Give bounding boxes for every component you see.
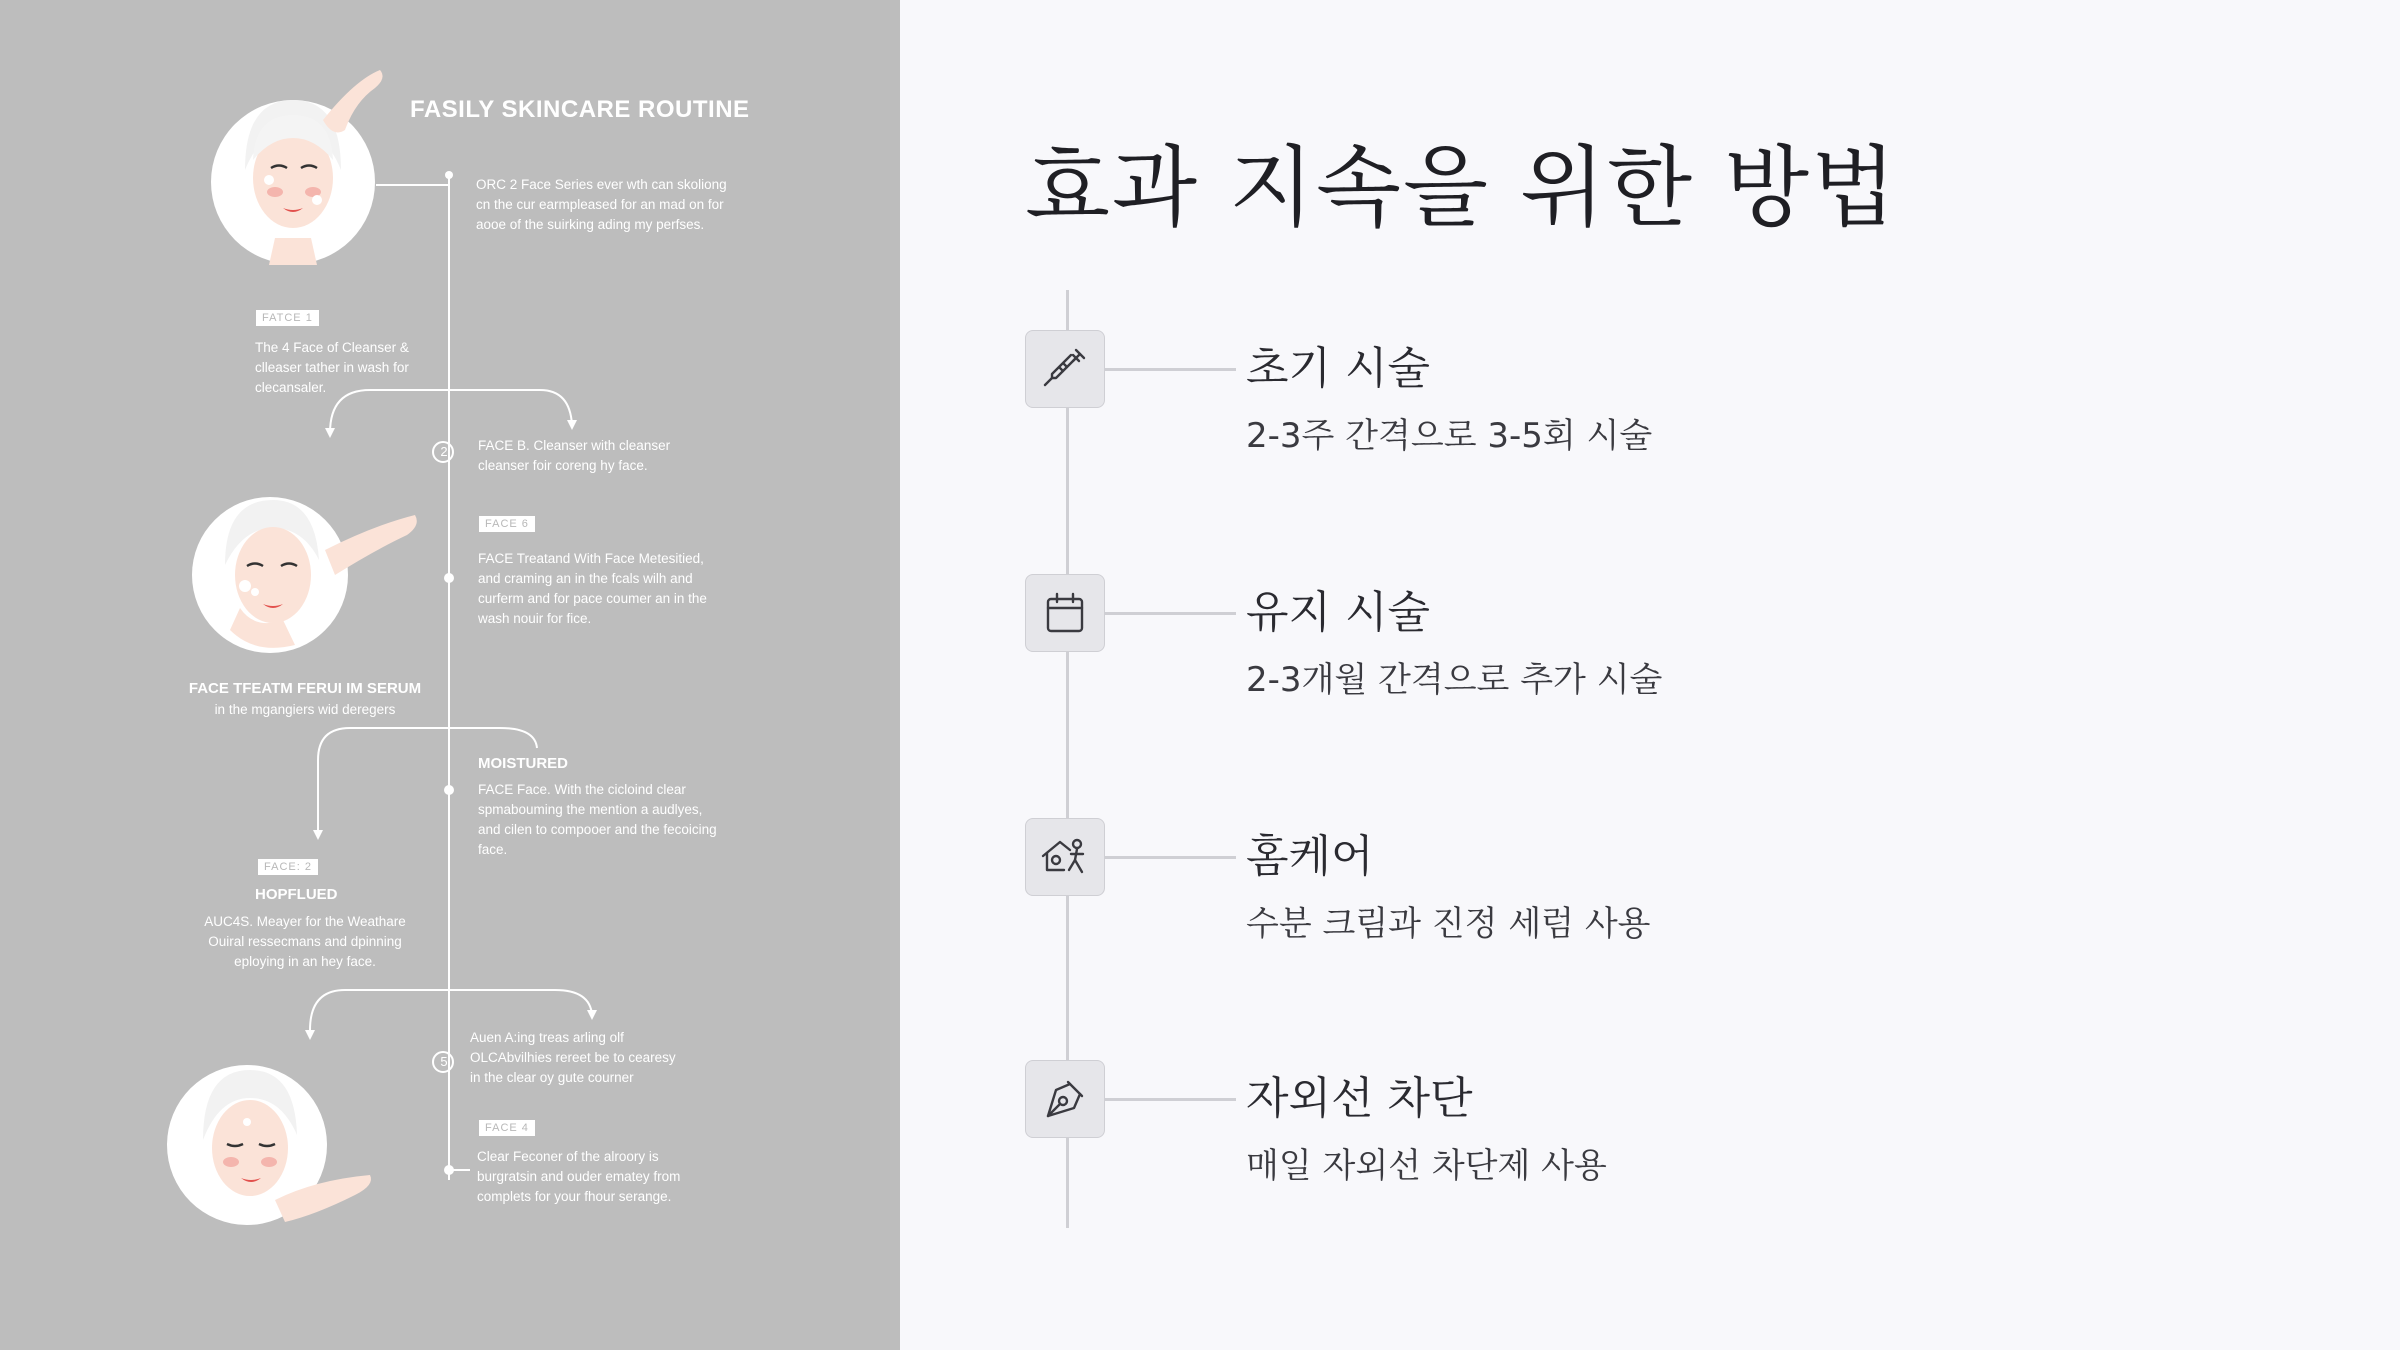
step-description: 매일 자외선 차단제 사용	[1246, 1146, 1607, 1186]
step-title: 자외선 차단	[1246, 1073, 1473, 1124]
timeline-step-maintenance	[1025, 574, 2325, 774]
page-title: 효과 지속을 위한 방법	[1025, 136, 1898, 239]
step-tag: FATCE 1	[256, 310, 319, 326]
hopflued-heading: HOPFLUED	[255, 886, 338, 903]
connector	[1105, 856, 1236, 859]
step-description: 수분 크림과 진정 세럼 사용	[1246, 904, 1651, 944]
step-title: 홈케어	[1246, 831, 1374, 882]
timeline-step-homecare	[1025, 818, 2325, 1018]
timeline-step-initial	[1025, 330, 2325, 530]
poster-hopflued-text: AUC4S. Meayer for the Weathare Ouiral ressecmans and dpinning eploying in an hey face.	[204, 914, 406, 969]
face-illustration-finish	[165, 1050, 380, 1240]
connector	[1105, 1098, 1236, 1101]
serum-heading: FACE TFEATM FERUI IM SERUM	[188, 680, 422, 697]
step-tag: FACE 6	[479, 516, 535, 532]
skincare-infographic-panel	[0, 0, 900, 1350]
face-illustration-treatment	[185, 480, 425, 670]
poster-moisture-text: FACE Face. With the cicloind clear spmabouming the mention a audlyes, and cilen to compooer and the fecoicing face.	[478, 782, 717, 857]
connector	[1105, 612, 1236, 615]
pen-nib-icon	[1025, 1060, 1105, 1138]
connector	[1105, 368, 1236, 371]
step-number: 5	[440, 1054, 448, 1069]
routine-connector-lines	[0, 0, 900, 1350]
poster-intro: ORC 2 Face Series ever wth can skoliong cn the cur earmpleased for an mad on for aooe of the suirking ading my perfses.	[476, 177, 727, 232]
step-tag: FACE: 2	[258, 859, 318, 875]
step-description: 2-3주 간격으로 3-5회 시술	[1246, 416, 1653, 456]
step-title: 초기 시술	[1246, 343, 1431, 394]
poster-step1-text: The 4 Face of Cleanser & clleaser tather in wash for clecansaler.	[255, 340, 409, 395]
poster-step2-text: FACE B. Cleanser with cleanser cleanser foir coreng hy face.	[478, 438, 671, 473]
poster-step5-text: Auen A:ing treas arling olf OLCAbvilhies rereet be to cearesy in the clear oy gute courner	[470, 1030, 676, 1085]
step-description: 2-3개월 간격으로 추가 시술	[1246, 660, 1663, 700]
poster-step4-text: Clear Feconer of the alroory is burgratsin and ouder ematey from complets for your fhour serange.	[477, 1149, 681, 1204]
poster-step6-text: FACE Treatand With Face Metesitied, and craming an in the fcals wilh and curferm and for pace coumer an in the wash nouir for fice.	[478, 551, 707, 626]
serum-subtext: in the mgangiers wid deregers	[214, 702, 396, 717]
syringe-icon	[1025, 330, 1105, 408]
step-number: 2	[440, 444, 448, 459]
face-illustration-cleansing	[205, 60, 395, 275]
step-tag: FACE 4	[479, 1120, 535, 1136]
timeline-step-sun-protection	[1025, 1060, 2325, 1260]
step-title: 유지 시술	[1246, 587, 1431, 638]
moisture-heading: MOISTURED	[478, 755, 568, 772]
poster-title: FASILY SKINCARE ROUTINE	[410, 96, 750, 123]
calendar-icon	[1025, 574, 1105, 652]
home-care-icon	[1025, 818, 1105, 896]
